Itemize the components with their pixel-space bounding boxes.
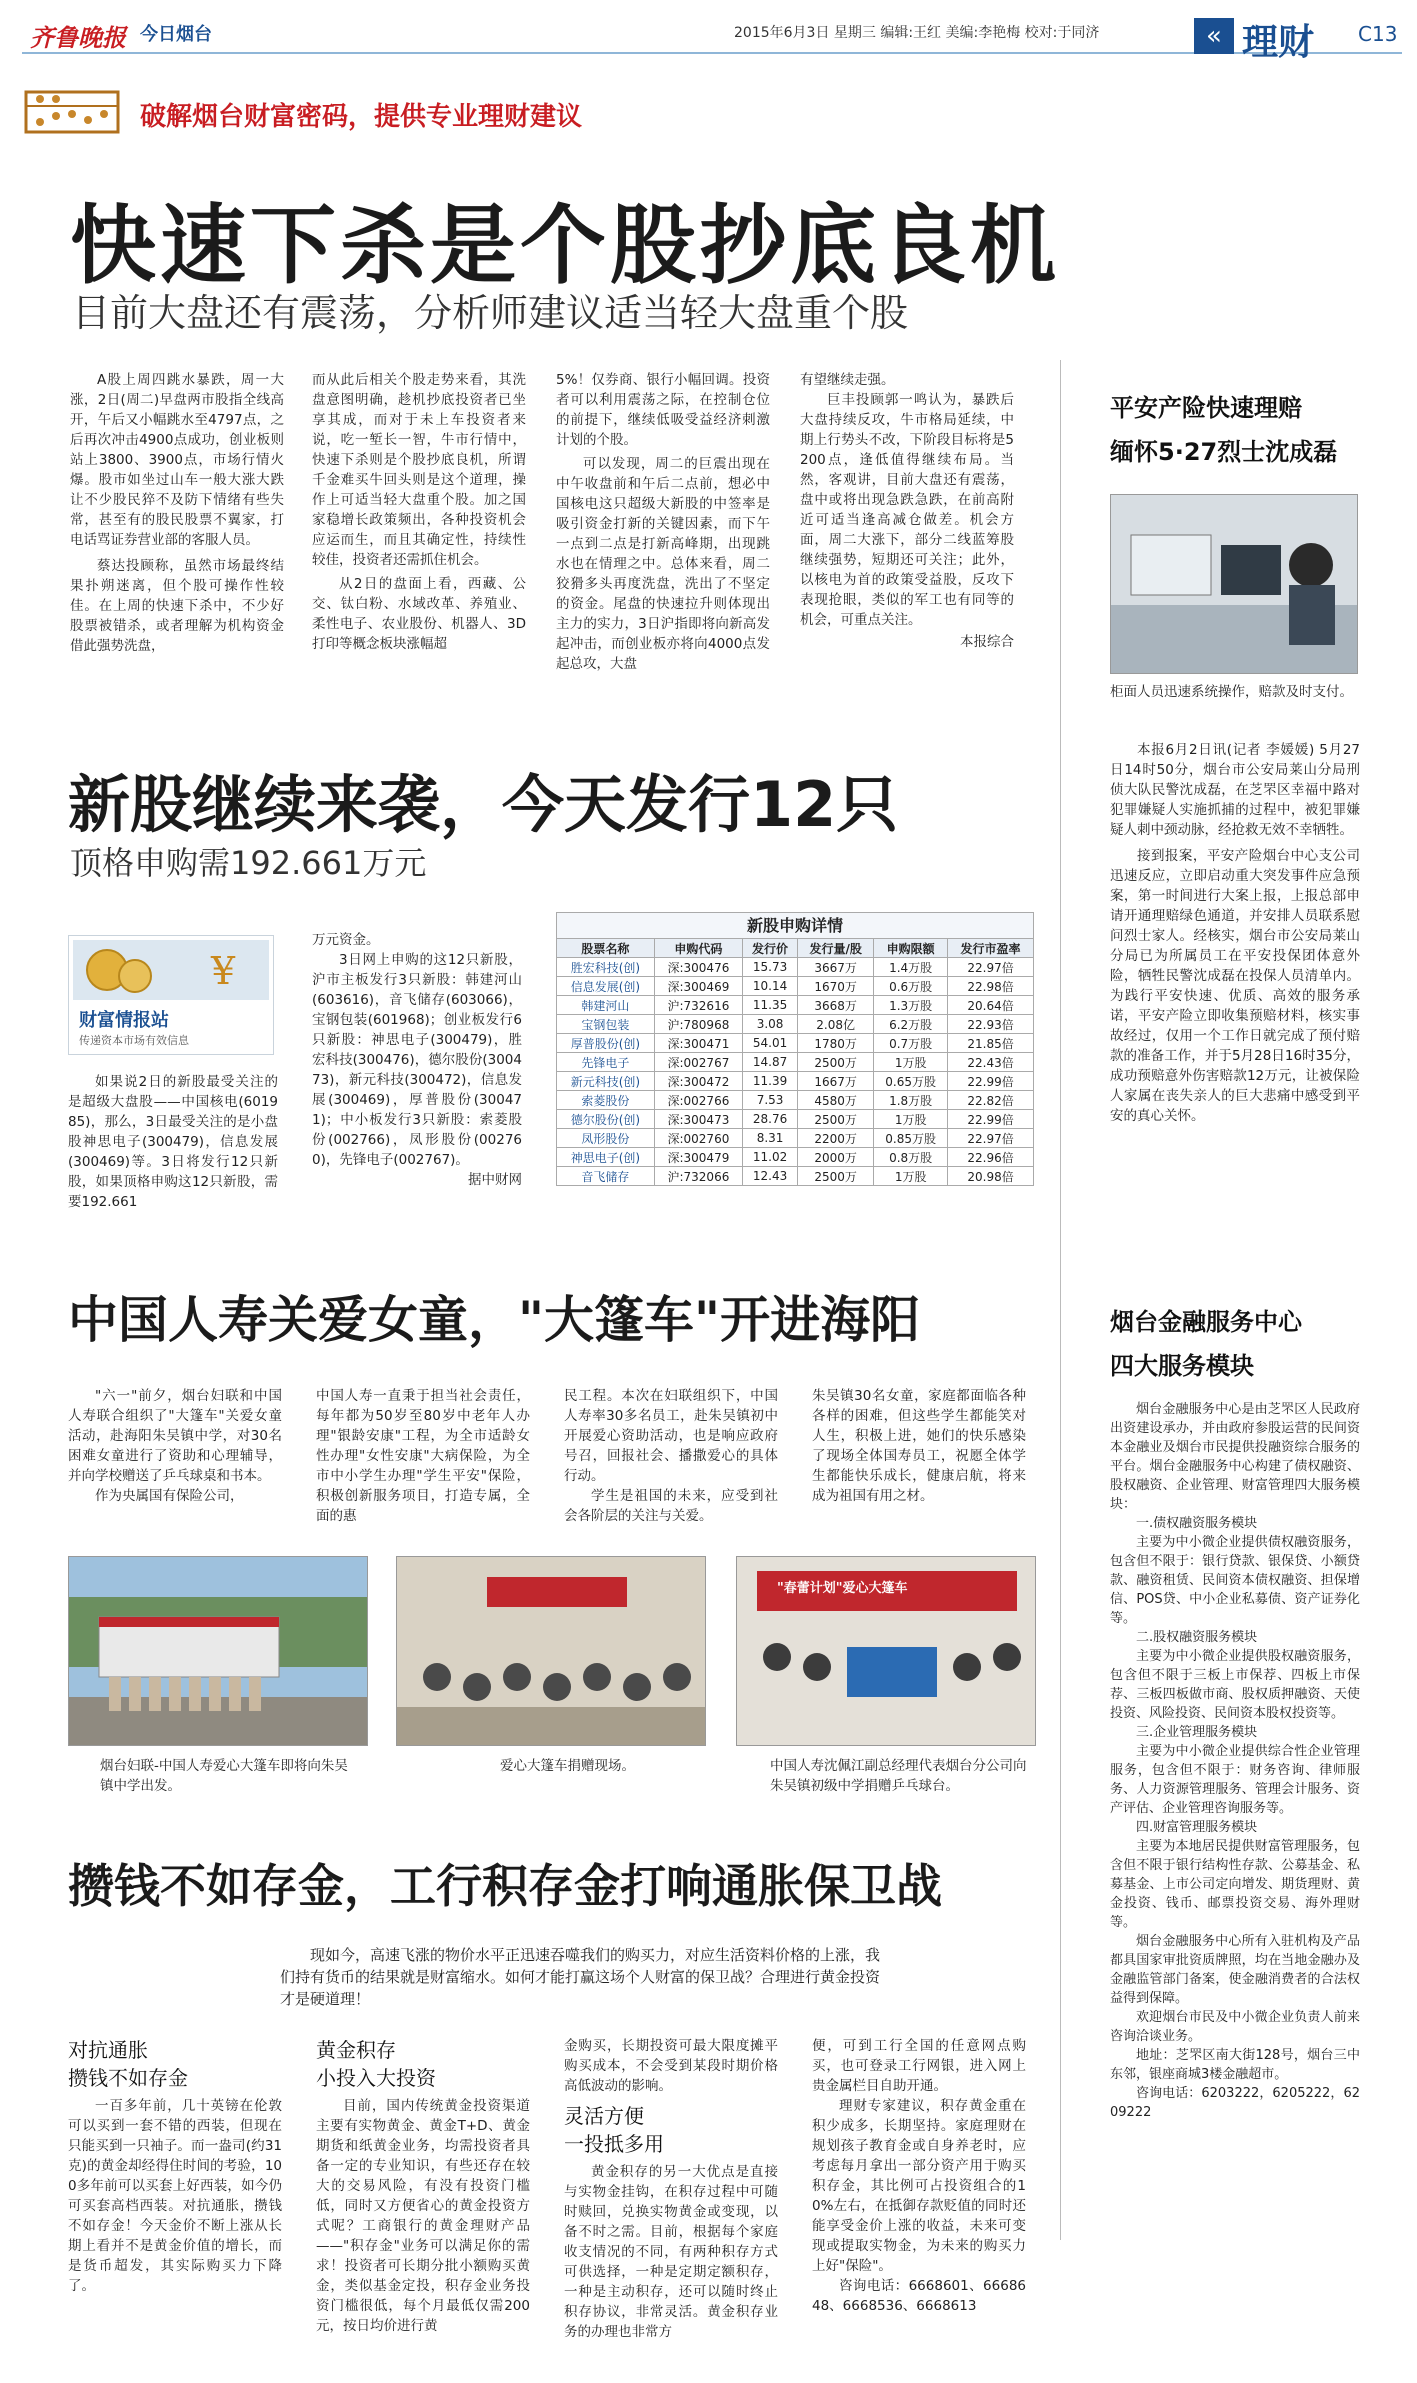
article1-col2 [312,370,526,654]
address: 地址：芝罘区南大街128号，烟台三中东邻，银座商城3楼金融超市。 [1110,2048,1360,2082]
paragraph: 接到报案，平安产险烟台中心支公司迅速反应，立即启动重大突发事件应急预案，第一时间进行大案上报，上报总部申请开通理赔绿色通道，并安排人员联系慰问烈士家人。经核实，烟台市公安局莱山分局已为所属员工在平安投保团体意外险，牺牲民警沈成磊在投保人员清单内。为践行平安快速、优质、高效的服务承诺，平安产险立即收集预赔材料，核实事故经过，仅用一个工作日就完成了预付赔款的准备工作，并于5月28日16时35分，成功预赔意外伤害赔款12万元，让被保险人家属在丧失亲人的巨大悲痛中感受到平安的真心关怀。 [1110,848,1360,1124]
table-cell: 胜宏科技(创) [557,958,655,977]
side1-title-line1: 平安产险快速理赔 [1110,394,1302,422]
column-header: 发行量/股 [798,939,874,958]
table-row [557,977,1034,996]
table-cell: 22.93倍 [948,1015,1034,1034]
paragraph: 理财专家建议，积存黄金重在积少成多，长期坚持。家庭理财在规划孩子教育金或自身养老时，应考虑每月拿出一部分资产用于购买积存金，其比例可占投资组合的10%左右，在抵御存款贬值的同时还能享受金价上涨的收益，未来可变现或提取实物金，为未来的购买力上好"保险"。 [812,2098,1026,2274]
paragraph: 目前，国内传统黄金投资渠道主要有实物黄金、黄金T+D、黄金期货和纸黄金业务，均需投资者具备一定的专业知识，有些还存在较大的交易风险，有没有投资门槛低，同时又方便省心的黄金投资方式呢？工商银行的黄金理财产品——"积存金"业务可以满足你的需求！投资者可长期分批小额购买黄金，类似基金定投，积存金业务投资门槛很低，每个月最低仅需200元，按日均价进行黄 [316,2098,530,2334]
ipo-table-title: 新股申购详情 [556,912,1034,938]
section-tag [1194,16,1344,63]
phone: 咨询电话：6668601、6668648、6668536、6668613 [812,2278,1026,2314]
donation-scene-photo [396,1556,706,1746]
table-header-row [557,939,1034,958]
table-cell: 凤形股份 [557,1129,655,1148]
table-cell: 3667万 [798,958,874,977]
photo3-caption: 中国人寿沈佩江副总经理代表烟台分公司向朱吴镇初级中学捐赠乒乓球台。 [770,1758,1027,1794]
table-cell: 深:300476 [654,958,742,977]
paragraph: 如果说2日的新股最受关注的是超级大盘股——中国核电(601985)，那么，3日最受关注的是小盘股神思电子(300479)，信息发展(300469)等。3日将发行12只新股，如果顶格申购这12只新股，需要192.661 [68,1074,278,1210]
column-header: 股票名称 [557,939,655,958]
table-cell: 20.64倍 [948,996,1034,1015]
paragraph: 主要为中小微企业提供综合性企业管理服务，包含但不限于：财务咨询、律师服务、人力资源管理服务、管理会计服务、资产评估、企业管理咨询服务等。 [1110,1744,1360,1816]
page-number: C13 [1358,22,1398,46]
table-cell: 22.82倍 [948,1091,1034,1110]
table-cell: 21.85倍 [948,1034,1034,1053]
side2-title-line2: 四大服务模块 [1110,1352,1254,1380]
table-cell: 2.08亿 [798,1015,874,1034]
paragraph: 朱吴镇30名女童，家庭都面临各种各样的困难，但这些学生都能笑对人生，积极上进，她们的快乐感染了现场全体国寿员工，祝愿全体学生都能快乐成长，健康启航，将来成为祖国有用之材。 [812,1388,1026,1504]
table-row [557,1167,1034,1186]
banner-text: "春蕾计划"爱心大篷车 [777,1581,908,1596]
table-row [557,1072,1034,1091]
ipo-headline: 新股继续来袭，今天发行12只 [68,768,899,841]
slogan: 破解烟台财富密码，提供专业理财建议 [140,102,583,132]
abacus-icon [22,82,122,142]
table-row [557,996,1034,1015]
paragraph: 而从此后相关个股走势来看，其洗盘意图明确，趁机抄底投资者已坐享其成，而对于未上车投资者来说，吃一堑长一智，牛市行情中，快速下杀则是个股抄底良机，所谓千金难买牛回头则是这个道理，操作上可适当轻大盘重个股。加之国家稳增长政策频出，各种投资机会应运而生，而且其确定性，持续性较佳，投资者还需抓住机会。 [312,372,526,568]
photo1-caption: 烟台妇联-中国人寿爱心大篷车即将向朱吴镇中学出发。 [100,1758,348,1794]
table-cell: 1667万 [798,1072,874,1091]
section-name: 今日烟台 [140,24,212,45]
table-cell: 索菱股份 [557,1091,655,1110]
table-cell: 22.99倍 [948,1072,1034,1091]
table-cell: 2500万 [798,1167,874,1186]
table-cell: 0.85万股 [874,1129,948,1148]
gold-col1 [68,2036,282,2296]
svg-text:¥: ¥ [211,949,236,993]
life-col2 [316,1386,530,1526]
table-cell: 音飞储存 [557,1167,655,1186]
table-cell: 韩建河山 [557,996,655,1015]
module-heading: 三.企业管理服务模块 [1136,1725,1258,1740]
table-cell: 1780万 [798,1034,874,1053]
table-cell: 22.97倍 [948,1129,1034,1148]
table-cell: 11.35 [743,996,798,1015]
table-cell: 沪:780968 [654,1015,742,1034]
subhead: 攒钱不如存金 [68,2066,188,2090]
table-cell: 22.98倍 [948,977,1034,996]
table-cell: 信息发展(创) [557,977,655,996]
table-cell: 0.6万股 [874,977,948,996]
column-header: 发行市盈率 [948,939,1034,958]
article1-col4 [800,370,1014,652]
table-cell: 2200万 [798,1129,874,1148]
table-cell: 2000万 [798,1148,874,1167]
article1-col3 [556,370,770,674]
ping-pong-donation-photo [736,1556,1036,1746]
table-cell: 神思电子(创) [557,1148,655,1167]
module-heading: 一.债权融资服务模块 [1136,1516,1258,1531]
side1-title [1110,386,1337,474]
ipo-col2 [312,930,522,1190]
table-cell: 先锋电子 [557,1053,655,1072]
life-col4 [812,1386,1026,1506]
table-cell: 28.76 [743,1110,798,1129]
side2-title-line1: 烟台金融服务中心 [1110,1308,1302,1336]
table-cell: 深:300472 [654,1072,742,1091]
table-cell: 3.08 [743,1015,798,1034]
table-cell: 20.98倍 [948,1167,1034,1186]
table-cell: 沪:732066 [654,1167,742,1186]
table-row [557,1091,1034,1110]
paragraph: 欢迎烟台市民及中小微企业负责人前来咨询洽谈业务。 [1110,2010,1360,2044]
side1-photo-caption: 柜面人员迅速系统操作，赔款及时支付。 [1110,684,1353,700]
module-heading: 四.财富管理服务模块 [1136,1820,1258,1835]
paragraph: 主要为中小微企业提供股权融资服务，包含但不限于三板上市保荐、四板上市保荐、三板四板做市商、股权质押融资、天使投资、风险投资、民间资本股权投资等。 [1110,1649,1360,1721]
wealth-info-badge [68,935,274,1055]
table-cell: 深:300469 [654,977,742,996]
ipo-table-wrap [556,912,1034,1186]
ipo-subheadline: 顶格申购需192.661万元 [70,844,427,882]
table-cell: 2500万 [798,1053,874,1072]
table-cell: 11.02 [743,1148,798,1167]
table-row [557,1034,1034,1053]
paragraph: 中国人寿一直秉于担当社会责任，每年都为50岁至80岁中老年人办理"银龄安康"工程，为全市适龄女性办理"女性安康"大病保险，为全市中小学生办理"学生平安"保险，积极创新服务项目，打造专属，全面的惠 [316,1388,530,1524]
claims-counter-photo [1110,494,1358,674]
paragraph: 5%！仅券商、银行小幅回调。投资者可以利用震荡之际，在控制仓位的前提下，继续低吸受益经济刺激计划的个股。 [556,372,770,448]
column-header: 申购代码 [654,939,742,958]
badge-subtitle: 传递资本市场有效信息 [79,1034,189,1047]
subhead: 灵活方便 [564,2104,644,2128]
table-cell: 新元科技(创) [557,1072,655,1091]
table-cell: 4580万 [798,1091,874,1110]
paragraph: 巨丰投顾郭一鸣认为，暴跌后大盘持续反攻，牛市格局延续，中期上行势头不改，下阶段目标将是5200点，逢低值得继续布局。当然，客观讲，目前大盘还有震荡，盘中或将出现急跌急跌，在前高附近可适当逢高减仓做差。机会方面，周二大涨下，部分二线蓝筹股继续强势，短期还可关注；此外，以核电为首的政策受益股，反攻下表现抢眼，类似的军工也有同等的机会，可重点关注。 [800,392,1014,628]
subhead: 小投入大投资 [316,2066,436,2090]
gold-headline: 攒钱不如存金，工行积存金打响通胀保卫战 [68,1859,942,1913]
side2-body [1110,1400,1360,2122]
photo2-caption: 爱心大篷车捐赠现场。 [500,1758,635,1774]
subhead: 对抗通胀 [68,2038,148,2062]
table-cell: 7.53 [743,1091,798,1110]
paragraph: 可以发现，周二的巨震出现在中午收盘前和午后二点前，想必中国核电这只超级大新股的中签率是吸引资金打新的关键因素，而下午一点到二点是打新高峰期，出现跳水也在情理之中。总体来看，周二狡猾多头再度洗盘，洗出了不坚定的资金。尾盘的快速拉升则体现出主力的实力，3日沪指即将向新高发起冲击，而创业板亦将向4000点发起总攻，大盘 [556,456,770,672]
table-cell: 宝钢包装 [557,1015,655,1034]
column-header: 申购限额 [874,939,948,958]
table-cell: 1.3万股 [874,996,948,1015]
table-cell: 深:002767 [654,1053,742,1072]
table-cell: 10.14 [743,977,798,996]
table-row [557,1129,1034,1148]
double-chevron-icon: « [1194,18,1234,54]
table-row [557,1110,1034,1129]
table-cell: 22.43倍 [948,1053,1034,1072]
ipo-col1 [68,1072,278,1212]
table-cell: 0.8万股 [874,1148,948,1167]
paragraph: 主要为中小微企业提供债权融资服务，包含但不限于：银行贷款、银保贷、小额贷款、融资租赁、民间资本债权融资、担保增信、POS贷、中小企业私募债、资产证券化等。 [1110,1535,1360,1626]
column-divider [1060,360,1061,2240]
table-cell: 深:002766 [654,1091,742,1110]
paragraph: 金购买，长期投资可最大限度摊平购买成本，不会受到某段时期价格高低波动的影响。 [564,2038,778,2094]
section-tag-label: 理财 [1242,22,1315,63]
badge-title: 财富情报站 [79,1010,169,1031]
table-cell: 14.87 [743,1053,798,1072]
china-life-headline: 中国人寿关爱女童，"大篷车"开进海阳 [68,1291,921,1349]
table-cell: 1万股 [874,1110,948,1129]
table-cell: 2500万 [798,1110,874,1129]
main-headline: 快速下杀是个股抄底良机 [70,196,1060,296]
paragraph: 烟台金融服务中心是由芝罘区人民政府出资建设承办，并由政府参股运营的民间资本金融业及烟台市民提供投融资综合服务的平台。烟台金融服务中心构建了债权融资、股权融资、企业管理、财富管理四大服务模块： [1110,1402,1360,1512]
table-cell: 1.4万股 [874,958,948,977]
life-col1 [68,1386,282,1506]
paragraph: 有望继续走强。 [800,372,895,388]
life-col3 [564,1386,778,1526]
table-cell: 54.01 [743,1034,798,1053]
module-heading: 二.股权融资服务模块 [1136,1630,1258,1645]
table-cell: 厚普股份(创) [557,1034,655,1053]
issue-meta: 2015年6月3日 星期三 编辑:王红 美编:李艳梅 校对:于同济 [734,25,1100,41]
paragraph: 蔡达投顾称，虽然市场最终结果扑朔迷离，但个股可操作性较佳。在上周的快速下杀中，不少好股票被错杀，或者理解为机构资金借此强势洗盘， [70,558,284,654]
table-cell: 0.7万股 [874,1034,948,1053]
table-cell: 12.43 [743,1167,798,1186]
paragraph: 万元资金。 [312,932,380,948]
caravan-photo [68,1556,368,1746]
table-cell: 6.2万股 [874,1015,948,1034]
side1-body [1110,740,1360,1126]
table-cell: 22.97倍 [948,958,1034,977]
paragraph: 烟台金融服务中心所有入驻机构及产品都具国家审批资质牌照，均在当地金融办及金融监管部门备案，使金融消费者的合法权益得到保障。 [1110,1934,1360,2006]
table-row [557,1053,1034,1072]
column-header: 发行价 [743,939,798,958]
table-cell: 15.73 [743,958,798,977]
paragraph: 便，可到工行全国的任意网点购买，也可登录工行网银，进入网上贵金属栏目自助开通。 [812,2038,1026,2094]
table-cell: 深:300479 [654,1148,742,1167]
table-cell: 深:300473 [654,1110,742,1129]
table-cell: 0.65万股 [874,1072,948,1091]
paragraph: 学生是祖国的未来，应受到社会各阶层的关注与关爱。 [564,1488,778,1524]
coin-icon [73,940,269,1000]
paragraph: "六一"前夕，烟台妇联和中国人寿联合组织了"大篷车"关爱女童活动，赴海阳朱吴镇中学，对30名困难女童进行了资助和心理辅导，并向学校赠送了乒乓球桌和书本。 [68,1388,282,1484]
ipo-table [556,938,1034,1186]
article1-col1 [70,370,284,656]
table-cell: 德尔股份(创) [557,1110,655,1129]
table-cell: 1万股 [874,1053,948,1072]
paragraph: 主要为本地居民提供财富管理服务，包含但不限于银行结构性存款、公募基金、私募基金、上市公司定向增发、期货理财、黄金投资、钱币、邮票投资交易、海外理财等。 [1110,1839,1360,1930]
table-cell: 22.99倍 [948,1110,1034,1129]
phone: 咨询电话：6203222，6205222，6209222 [1110,2086,1360,2120]
table-cell: 22.96倍 [948,1148,1034,1167]
paragraph: 本报6月2日讯(记者 李媛媛) 5月27日14时50分，烟台市公安局莱山分局刑侦大队民警沈成磊，在芝罘区幸福中路对犯罪嫌疑人实施抓捕的过程中，被犯罪嫌疑人刺中颈动脉，经抢救无效不幸牺牲。 [1110,742,1360,838]
paragraph: 黄金积存的另一大优点是直接与实物金挂钩，在积存过程中可随时赎回，兑换实物黄金或变现，以备不时之需。目前，根据每个家庭收支情况的不同，有两种积存方式可供选择，一种是定期定额积存，一种是主动积存，还可以随时终止积存协议，非常灵活。黄金积存业务的办理也非常方 [564,2164,778,2340]
gold-lead: 现如今，高速飞涨的物价水平正迅速吞噬我们的购买力，对应生活资料价格的上涨，我们持有货币的结果就是财富缩水。如何才能打赢这场个人财富的保卫战？合理进行黄金投资才是硬道理！ [280,1946,881,2008]
side1-title-line2: 缅怀5·27烈士沈成磊 [1110,438,1338,466]
paragraph: 从2日的盘面上看，西藏、公交、钛白粉、水域改革、养殖业、柔性电子、农业股份、机器人、3D打印等概念板块涨幅超 [312,576,526,652]
ipo-credit: 据中财网 [468,1172,522,1188]
paragraph: 民工程。本次在妇联组织下，中国人寿率30多名员工，赴朱吴镇初中开展爱心资助活动，也是响应政府号召，回报社会、播撒爱心的具体行动。 [564,1388,778,1484]
table-row [557,1148,1034,1167]
table-cell: 8.31 [743,1129,798,1148]
main-subheadline: 目前大盘还有震荡，分析师建议适当轻大盘重个股 [72,291,909,335]
table-cell: 1670万 [798,977,874,996]
paragraph: 3日网上申购的这12只新股，沪市主板发行3只新股：韩建河山(603616)，音飞储存(603066)，宝钢包装(601968)；创业板发行6只新股：神思电子(300479)，胜宏科技(300476)，德尔股份(300473)，新元科技(300472)，信息发展(300469)，厚普股份(300471)；中小板发行3只新股：索菱股份(002766)，凤形股份(002760)，先锋电子(002767)。 [312,952,522,1168]
side2-title [1110,1300,1302,1388]
gold-col2 [316,2036,530,2336]
paragraph: 作为央属国有保险公司， [95,1488,244,1504]
paragraph: A股上周四跳水暴跌，周一大涨，2日(周二)早盘两市股指全线高开，午后又小幅跳水至4797点，之后再次冲击4900点成功，创业板则站上3800、3900点，市场行情火爆。股市如坐过山车一般大涨大跌让不少股民猝不及防下情绪有些失常，甚至有的股民股票不翼家，打电话骂证券营业部的客服人员。 [70,372,284,548]
masthead [22,14,1402,63]
table-cell: 沪:732616 [654,996,742,1015]
gold-col3 [564,2036,778,2342]
table-row [557,1015,1034,1034]
article1-credit: 本报综合 [960,634,1014,650]
table-cell: 3668万 [798,996,874,1015]
table-cell: 深:300471 [654,1034,742,1053]
gold-col4 [812,2036,1026,2316]
subhead: 黄金积存 [316,2038,396,2062]
paragraph: 一百多年前，几十英镑在伦敦可以买到一套不错的西装，但现在只能买到一只袖子。而一盎司(约31克)的黄金却经得住时间的考验，100多年前可以买套上好西装，如今仍可买套高档西装。对抗通胀，攒钱不如存金！今天金价不断上涨从长期上看并不是黄金价值的增长，而是货币超发，其实际购买力下降了。 [68,2098,282,2294]
subhead: 一投抵多用 [564,2132,664,2156]
table-row [557,958,1034,977]
newspaper-brand: 齐鲁晚报 [30,23,126,52]
table-cell: 1.8万股 [874,1091,948,1110]
table-cell: 11.39 [743,1072,798,1091]
table-cell: 深:002760 [654,1129,742,1148]
table-cell: 1万股 [874,1167,948,1186]
